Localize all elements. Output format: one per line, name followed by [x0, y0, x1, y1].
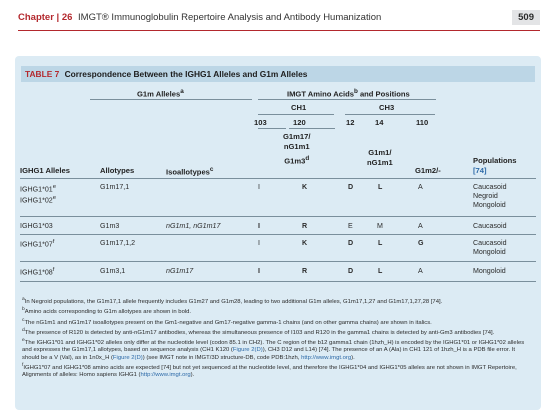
row2-p110: A	[418, 222, 423, 230]
row2-p14: M	[377, 222, 383, 230]
row1-p12: D	[348, 183, 354, 191]
row3-p103: I	[258, 239, 260, 247]
row1-populations: Caucasoid Negroid Mongoloid	[473, 183, 507, 209]
isoallotypes-header: Isoallotypes$^c$	[166, 166, 214, 177]
row1-allotypes: G1m17,1	[100, 183, 130, 191]
imgt-url-link[interactable]: http://www.imgt.org	[140, 372, 191, 379]
row2-p120: R	[302, 222, 308, 230]
row2-p103: I	[258, 222, 260, 230]
footnote-a: $^a$In Negroid populations, the G1m17,1 allele frequently includes G1m27 and G1m28, leading to two additional G1m alleles, G1m17,1,27 and G1m17,1,27,28 [74].	[22, 297, 443, 305]
rule-ch3	[345, 114, 435, 115]
page-header	[18, 12, 540, 26]
row2-populations: Caucasoid	[473, 222, 507, 230]
row1-p120: K	[302, 183, 308, 191]
row2-allotypes: G1m3	[100, 222, 120, 230]
allotypes-header: Allotypes	[100, 166, 135, 175]
chapter-label: Chapter | 26	[18, 12, 73, 23]
row2-allele: IGHG1*03	[20, 222, 53, 230]
rule-ch1	[258, 114, 334, 115]
row3-p12: D	[348, 239, 354, 247]
row2-isoallotypes: nG1m1, nG1m17	[166, 222, 221, 230]
row4-allotypes: G1m3,1	[100, 267, 126, 275]
g1m-alleles-header: G1m Alleles$^a$	[137, 88, 184, 99]
table-caption	[21, 66, 535, 82]
pos-14: 14	[375, 118, 384, 127]
footnote-d: $^d$The presence of R120 is detected by anti-nG1m17 antibodies, whereas the simultaneous presence of I103 and R120 in the gamma1 chains is detected by anti-Gm3 antibodies [74].	[22, 327, 495, 336]
row4-isoallotypes: nG1m17	[166, 267, 194, 275]
footnote-f: $^f$IGHG1*07 and IGHG1*08 amino acids are expected [74] but not yet sequenced at the nucleotide level, and therefore the IGHG1*04 and IGHG1*05 alleles are not shown in IMGT Repertoire, Alignments of alleles: Homo sapiens IGHG1 (http://www.imgt.org).	[22, 362, 517, 379]
rule-g1m	[90, 99, 252, 100]
rule-imgt	[258, 99, 436, 100]
footnote-b: $^b$Amino acids corresponding to G1m allotypes are shown in bold.	[22, 307, 192, 316]
row3-allotypes: G1m17,1,2	[100, 239, 136, 247]
alleles-header: IGHG1 Alleles	[20, 166, 70, 175]
g1m17-header: G1m17/ nG1m1 G1m3$^d$	[283, 132, 311, 166]
row4-p14: L	[378, 267, 383, 275]
row3-allele: IGHG1*07$^f$	[20, 239, 55, 249]
rule-row3	[20, 261, 536, 262]
ch3-header: CH3	[379, 103, 395, 112]
row3-p110: G	[418, 239, 424, 247]
row1-p14: L	[378, 183, 383, 191]
row1-alleles: IGHG1*01e IGHG1*02e	[20, 184, 57, 205]
row3-p14: L	[378, 239, 383, 247]
pos-110: 110	[416, 118, 429, 127]
row4-p12: D	[348, 267, 354, 275]
g1m2-header: G1m2/-	[415, 166, 441, 175]
rule-row1	[20, 216, 536, 217]
table-label: TABLE 7	[25, 69, 60, 79]
page-number: 509	[512, 10, 540, 25]
imgt-url-link[interactable]: http://www.imgt.org	[301, 354, 352, 361]
g1m1-header: G1m1/ nG1m1	[367, 148, 393, 167]
rule-row4	[20, 281, 536, 282]
imgt-amino-acids-header: IMGT Amino Acids$^b$ and Positions	[287, 88, 410, 99]
row1-p103: I	[258, 183, 260, 191]
row3-populations: Caucasoid Mongoloid	[473, 239, 507, 256]
figure-link[interactable]: Figure 2(D)	[112, 354, 143, 361]
row4-p110: A	[418, 267, 423, 275]
populations-header: Populations [74]	[473, 156, 517, 175]
row3-p120: K	[302, 239, 308, 247]
footnote-c: $^c$The nG1m1 and nG1m17 isoallotypes present on the Gm1-negative and Gm17-negative gamma-1 chains (and on other gamma chains) are shown in italics.	[22, 317, 432, 326]
rule-120	[289, 128, 335, 129]
pos-120: 120	[293, 118, 306, 127]
rule-row2	[20, 234, 536, 235]
table-footnotes	[22, 296, 534, 379]
row1-p110: A	[418, 183, 423, 191]
row4-populations: Mongoloid	[473, 267, 506, 275]
ch1-header: CH1	[291, 103, 307, 112]
table-title: Correspondence Between the IGHG1 Alleles and G1m Alleles	[64, 69, 308, 79]
row4-allele: IGHG1*08$^f$	[20, 267, 55, 277]
rule-header-bottom	[20, 178, 536, 179]
row4-p103: I	[258, 267, 260, 275]
pos-12: 12	[346, 118, 355, 127]
figure-link[interactable]: Figure 2(D)	[232, 347, 263, 354]
footnote-e: $^e$The IGHG1*01 and IGHG1*02 alleles only differ at the nucleotide level (codon 85.1 in CH2). The C region of the b12 gamma1 chain (1hzh_H) is encoded by the IGHG1*01 or IGHG1*02 alleles and expresses the G1m17,1 allotypes, based on sequence analysis (CH1 K120 (Figure 2(D)), CH3 D12 and L14) [74]. The presence of an A (Ala) in CH1 121 of 1hzh_H is a PDB file error. It should be a V (Val), as in 1n0x_H (Figure 2(D)) (see IMGT note in IMGT/3D structure-DB, code PDB:1hzh, http://www.imgt.org).	[22, 338, 525, 361]
row2-p12: E	[348, 222, 353, 230]
row4-p120: R	[302, 267, 308, 275]
header-rule	[18, 30, 540, 31]
rule-103	[258, 128, 286, 129]
table-panel	[15, 56, 541, 410]
pos-103: 103	[254, 118, 267, 127]
chapter-title: IMGT® Immunoglobulin Repertoire Analysis and Antibody Humanization	[78, 12, 382, 23]
